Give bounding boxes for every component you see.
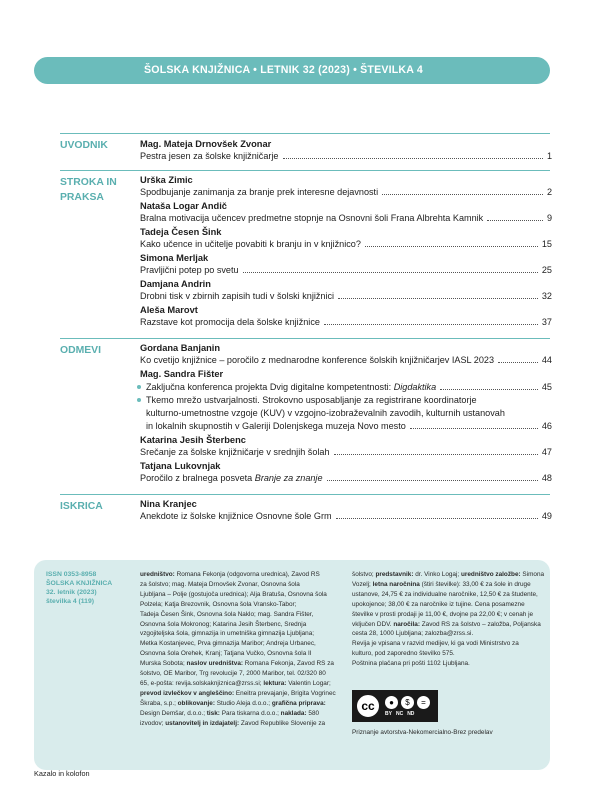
toc-entry[interactable] <box>146 394 552 433</box>
page-number: 1 <box>546 151 552 161</box>
colophon-text: Škraba, s.p.; <box>140 699 178 707</box>
colophon-line <box>352 649 548 659</box>
colophon-text: Murska Sobota; <box>140 660 187 668</box>
article-author: Simona Merljak <box>140 253 209 263</box>
colophon-line <box>140 679 345 689</box>
toc-entry[interactable] <box>140 238 552 251</box>
article-title: Ko cvetijo knjižnice – poročilo z mednarodne konference šolskih knjižničarjev IASL 2023 <box>140 355 495 365</box>
leader-dots <box>338 298 538 299</box>
colophon-text: Zavod RS za šolstvo – založba, Poljanska <box>419 620 541 628</box>
leader-dots <box>365 246 538 247</box>
toc-entry[interactable] <box>140 212 552 225</box>
issn-block <box>46 570 126 606</box>
colophon-text: ustanove, 24,75 € za individualne naročnike, 12,50 € za študente, <box>352 590 538 598</box>
article-title-line: in lokalnih skupnostih v Galeriji Dolenjskega muzeja Novo mesto <box>146 421 406 431</box>
section-divider <box>60 170 550 171</box>
colophon-line <box>352 570 548 580</box>
page-number: 44 <box>541 355 552 365</box>
section-title-odmevi: ODMEVI <box>60 345 101 356</box>
article-author: Nina Kranjec <box>140 499 197 509</box>
colophon-text: Poštnina plačana pri pošti 1102 Ljubljana. <box>352 660 470 668</box>
colophon-label: oblikovanje: <box>177 699 215 707</box>
leader-dots <box>498 362 538 363</box>
page-number: 48 <box>541 473 552 483</box>
colophon-label: naslov uredništva: <box>186 660 244 668</box>
issn-line: ŠOLSKA KNJIŽNICA <box>46 580 113 587</box>
article-title: Poročilo z bralnega posveta <box>140 473 255 483</box>
colophon-label: letna naročnina <box>372 580 420 588</box>
toc-entry[interactable] <box>140 446 552 459</box>
colophon-text: Design Demšar, d.o.o.; <box>140 709 207 717</box>
page-number: 9 <box>546 213 552 223</box>
page-number: 15 <box>541 239 552 249</box>
creative-commons-icon: cc <box>355 693 381 719</box>
colophon-line <box>140 669 345 679</box>
colophon-text: dr. Vinko Logaj; <box>413 571 461 578</box>
leader-dots <box>324 324 538 325</box>
cc-nd-label: ND <box>407 710 415 717</box>
colophon-text: številke v prosti prodaji je 11,00 €, dvojne pa 22,00 €; v cenah je <box>352 610 534 618</box>
leader-dots <box>327 480 538 481</box>
colophon-text: Osnovna šola Orehek, Kranj; Tatjana Vučko, Osnovna šola II <box>140 650 312 658</box>
bullet-dot <box>137 385 141 389</box>
section-title-stroka-in-praksa: STROKA IN PRAKSA <box>60 177 117 203</box>
article-author: Urška Zimic <box>140 175 193 185</box>
leader-dots <box>334 454 538 455</box>
colophon-text: šolstvo; <box>352 571 376 578</box>
toc-entry[interactable] <box>140 354 552 367</box>
colophon-text: Tadeja Česen Šink, Osnovna šola Naklo; mag. Sandra Fišter, <box>140 610 314 618</box>
colophon-text: izvodov; <box>140 719 166 727</box>
colophon-text: Romana Fekonja, Zavod RS za <box>243 660 334 668</box>
section-divider <box>60 494 550 495</box>
toc-entry[interactable] <box>140 264 552 277</box>
section-divider <box>60 133 550 134</box>
page-number: 37 <box>541 317 552 327</box>
article-author: Gordana Banjanin <box>140 343 221 353</box>
colophon-label: uredništvo: <box>140 571 175 578</box>
colophon-column-2 <box>352 570 548 669</box>
colophon-line <box>140 610 345 620</box>
colophon-text: (štiri številke): 33,00 € za šole in druge <box>419 580 531 588</box>
article-title-italic: Branje za znanje <box>254 473 323 483</box>
colophon-text: 580 <box>306 709 320 717</box>
page-number: 32 <box>541 291 552 301</box>
colophon-text: kulturo, pod zaporedno številko 575. <box>352 650 455 658</box>
article-title: Bralna motivacija učencev predmetne stopnje na Osnovni šoli Frana Albrehta Kamnik <box>140 213 484 223</box>
attribution-icon: ● <box>385 696 398 709</box>
colophon-line <box>352 580 548 590</box>
colophon-line <box>352 639 548 649</box>
colophon-text: Para tiskarna d.o.o.; <box>219 709 281 717</box>
cc-license-badge <box>352 690 438 722</box>
article-author: Mag. Sandra Fišter <box>140 369 224 379</box>
issn-line: ISSN 0353-8958 <box>46 571 97 578</box>
colophon-label: naklada: <box>280 709 307 717</box>
issn-line: 32. letnik (2023) <box>46 589 97 596</box>
article-title: Anekdote iz šolske knjižnice Osnovne šole Grm <box>140 511 332 521</box>
colophon-line <box>140 699 345 709</box>
colophon-line <box>140 649 345 659</box>
colophon-text: Valentin Logar; <box>286 679 331 687</box>
colophon-line <box>140 639 345 649</box>
colophon-text: šolstvo, OE Maribor, Trg revolucije 7, 2000 Maribor, tel. 02/320 80 <box>140 670 326 678</box>
colophon-line <box>140 580 345 590</box>
section-title-uvodnik: UVODNIK <box>60 140 108 151</box>
article-title: Spodbujanje zanimanja za branje prek interesne dejavnosti <box>140 187 379 197</box>
colophon-line <box>140 570 345 580</box>
colophon-line <box>352 620 548 630</box>
page-footer: Kazalo in kolofon <box>34 769 90 778</box>
colophon-line <box>140 659 345 669</box>
colophon-text: upokojence; 38,00 € za naročnike iz tujine. Cena posamezne <box>352 600 525 608</box>
colophon-text: 65, e-pošta: revija.solskaknjiznica@zrss.si; <box>140 679 264 687</box>
colophon-label: lektura: <box>263 679 287 687</box>
article-title-line: Tkemo mrežo ustvarjalnosti. Strokovno usposabljanje za registrirane koordinatorje <box>146 395 477 405</box>
article-title: Zaključna konferenca projekta Dvig digitalne kompetentnosti: <box>146 382 394 392</box>
leader-dots <box>336 518 538 519</box>
colophon-text: Zavod Republike Slovenije za <box>239 719 326 727</box>
colophon-text: Simona <box>520 571 545 578</box>
toc-entry[interactable] <box>140 510 552 523</box>
license-text: Priznanje avtorstva-Nekomercialno-Brez predelav <box>352 729 493 736</box>
page-number: 25 <box>541 265 552 275</box>
colophon-text: Ljubljana – Polje (gostujoča urednica); Alja Bratuša, Osnovna šola <box>140 590 327 598</box>
toc-entry[interactable] <box>146 381 552 394</box>
article-author: Mag. Mateja Drnovšek Zvonar <box>140 139 272 149</box>
page-number: 47 <box>541 447 552 457</box>
leader-dots <box>243 272 538 273</box>
colophon-text: vključen DDV. <box>352 620 394 628</box>
leader-dots <box>410 428 538 429</box>
colophon-line <box>140 689 345 699</box>
article-author: Damjana Andrin <box>140 279 211 289</box>
leader-dots <box>283 158 543 159</box>
colophon-label: uredništvo založbe: <box>460 571 521 578</box>
colophon-text: za šolstvo; mag. Mateja Drnovšek Zvonar, Osnovna šola <box>140 580 300 588</box>
colophon-label: ustanovitelj in izdajatelj: <box>165 719 240 727</box>
article-title-line: kulturno-umetnostne vzgoje (KUV) v vzgojno-izobraževalnih zavodih, kulturnih ustanovah <box>146 408 505 418</box>
colophon-column-1 <box>140 570 345 729</box>
colophon-text: Polzela; Katja Brezovnik, Osnovna šola Vransko-Tabor; <box>140 600 297 608</box>
page-number: 46 <box>541 421 552 431</box>
colophon-text: cesta 28, 1000 Ljubljana; zalozba@zrss.si. <box>352 630 474 638</box>
colophon-label: tisk: <box>206 709 220 717</box>
colophon-label: prevod izvlečkov v angleščino: <box>140 689 235 697</box>
noderivatives-icon: = <box>417 696 430 709</box>
colophon-line <box>140 719 345 729</box>
colophon-line <box>140 709 345 719</box>
colophon-label: predstavnik: <box>375 571 414 578</box>
section-title-iskrica: ISKRICA <box>60 501 103 512</box>
article-title: Razstave kot promocija dela šolske knjižnice <box>140 317 320 327</box>
colophon-line <box>140 620 345 630</box>
cc-by-label: BY <box>385 710 392 717</box>
colophon-line <box>352 659 548 669</box>
colophon-text: Studio Aleja d.o.o.; <box>214 699 272 707</box>
noncommercial-icon: $ <box>401 696 414 709</box>
colophon-label: naročila: <box>393 620 420 628</box>
colophon-line <box>140 600 345 610</box>
colophon-text: vzgojiteljska šola, gimnazija in umetniška gimnazija Ljubljana; <box>140 630 315 638</box>
article-title-italic: Digdaktika <box>393 382 437 392</box>
colophon-label: grafična priprava: <box>271 699 326 707</box>
article-title: Pestra jesen za šolske knjižničarje <box>140 151 279 161</box>
page-number: 45 <box>541 382 552 392</box>
article-author: Nataša Logar Andič <box>140 201 227 211</box>
section-divider <box>60 338 550 339</box>
article-author: Tatjana Lukovnjak <box>140 461 221 471</box>
colophon-text: Osnovna šola Mokronog; Katarina Jesih Šterbenc, Srednja <box>140 620 307 628</box>
cc-nc-label: NC <box>395 710 404 717</box>
toc-entry[interactable] <box>140 150 552 163</box>
colophon-line <box>352 600 548 610</box>
colophon-text: Vozelj; <box>352 580 373 588</box>
article-title: Drobni tisk v zbirnih zapisih tudi v šolski knjižnici <box>140 291 335 301</box>
toc-entry[interactable] <box>140 290 552 303</box>
article-author: Tadeja Česen Šink <box>140 227 222 237</box>
bullet-dot <box>137 398 141 402</box>
toc-entry[interactable] <box>140 472 552 485</box>
article-title: Pravljični potep po svetu <box>140 265 239 275</box>
toc-entry[interactable] <box>140 316 552 329</box>
colophon-text: Romana Fekonja (odgovorna urednica), Zavod RS <box>174 571 320 578</box>
article-author: Katarina Jesih Šterbenc <box>140 435 246 445</box>
leader-dots <box>382 194 543 195</box>
colophon-text: Metka Kostanjevec, Prva gimnazija Maribor; Andreja Urbanec, <box>140 640 316 648</box>
journal-banner: ŠOLSKA KNJIŽNICA • LETNIK 32 (2023) • ŠTEVILKA 4 <box>34 57 550 84</box>
colophon-text: Eneitra prevajanje, Brigita Vogrinec <box>234 689 336 697</box>
leader-dots <box>440 389 538 390</box>
article-author: Aleša Marovt <box>140 305 198 315</box>
page-number: 49 <box>541 511 552 521</box>
page-number: 2 <box>546 187 552 197</box>
colophon-line <box>140 629 345 639</box>
colophon-line <box>352 590 548 600</box>
colophon-line <box>352 629 548 639</box>
issn-line: številka 4 (119) <box>46 598 94 605</box>
colophon-text: Revija je vpisana v razvid medijev, ki ga vodi Ministrstvo za <box>352 640 519 648</box>
colophon-line <box>352 610 548 620</box>
colophon-line <box>140 590 345 600</box>
toc-entry[interactable] <box>140 186 552 199</box>
article-title: Kako učence in učitelje povabiti k branju in v knjižnico? <box>140 239 361 249</box>
article-title: Srečanje za šolske knjižničarje v srednjih šolah <box>140 447 330 457</box>
leader-dots <box>487 220 543 221</box>
